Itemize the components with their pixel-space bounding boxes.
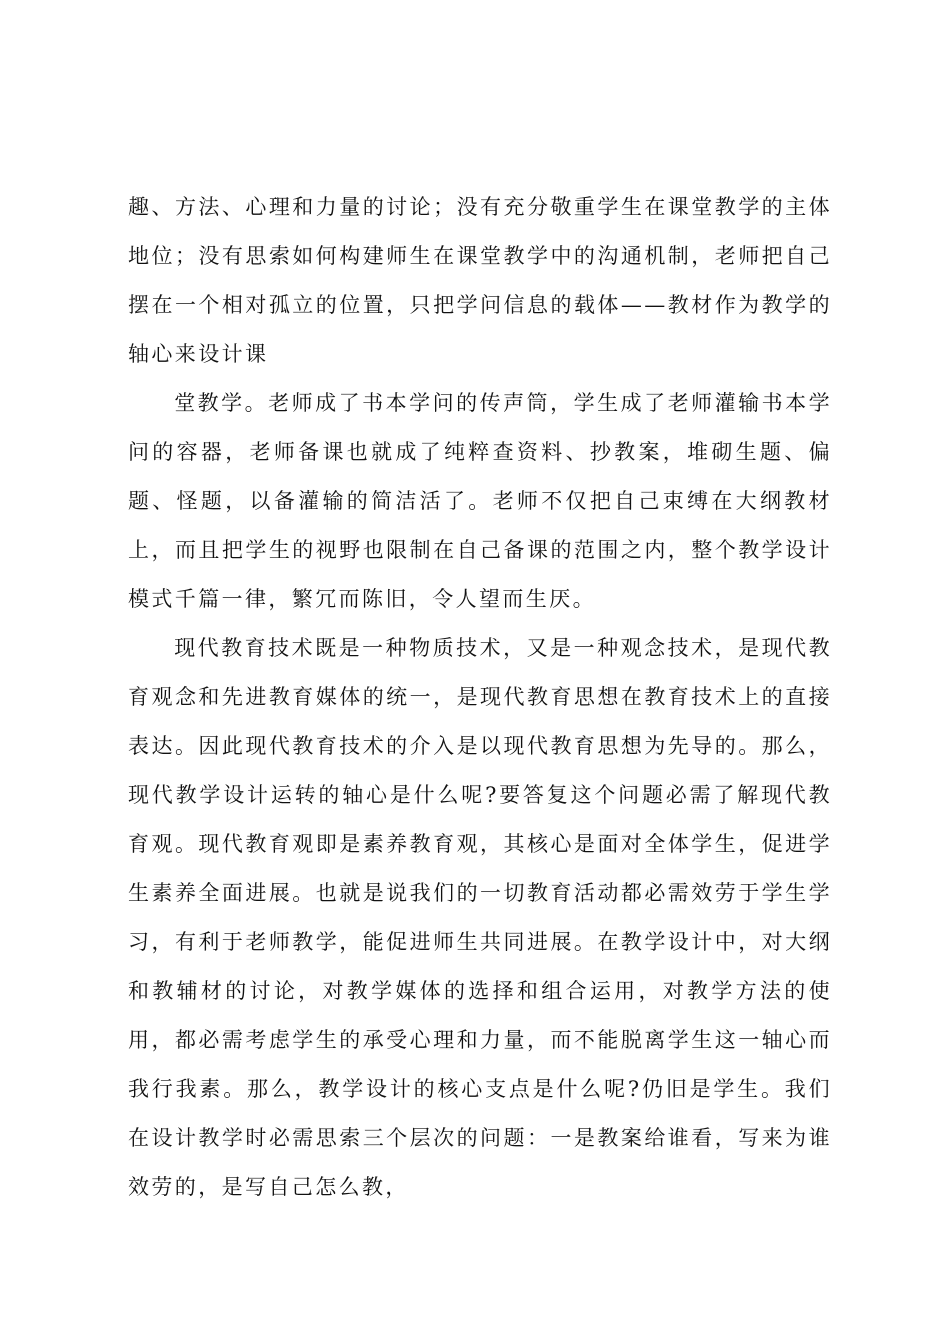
paragraph-1: 趣、方法、心理和力量的讨论；没有充分敬重学生在课堂教学的主体地位；没有思索如何构建师生在课堂教学中的沟通机制，老师把自己摆在一个相对孤立的位置，只把学问信息的载体——教材作为教学的轴心来设计课: [128, 195, 832, 366]
document-body: [128, 183, 832, 1212]
paragraph-2: 堂教学。老师成了书本学问的传声筒，学生成了老师灌输书本学问的容器，老师备课也就成了纯粹查资料、抄教案，堆砌生题、偏题、怪题，以备灌输的简洁活了。老师不仅把自己束缚在大纲教材上，而且把学生的视野也限制在自己备课的范围之内，整个教学设计模式千篇一律，繁冗而陈旧，令人望而生厌。: [128, 391, 832, 611]
paragraph-3: 现代教育技术既是一种物质技术，又是一种观念技术，是现代教育观念和先进教育媒体的统一，是现代教育思想在教育技术上的直接表达。因此现代教育技术的介入是以现代教育思想为先导的。那么，现代教学设计运转的轴心是什么呢?要答复这个问题必需了解现代教育观。现代教育观即是素养教育观，其核心是面对全体学生，促进学生素养全面进展。也就是说我们的一切教育活动都必需效劳于学生学习，有利于老师教学，能促进师生共同进展。在教学设计中，对大纲和教辅材的讨论，对教学媒体的选择和组合运用，对教学方法的使用，都必需考虑学生的承受心理和力量，而不能脱离学生这一轴心而我行我素。那么，教学设计的核心支点是什么呢?仍旧是学生。我们在设计教学时必需思索三个层次的问题：一是教案给谁看，写来为谁效劳的，是写自己怎么教，: [128, 636, 832, 1199]
